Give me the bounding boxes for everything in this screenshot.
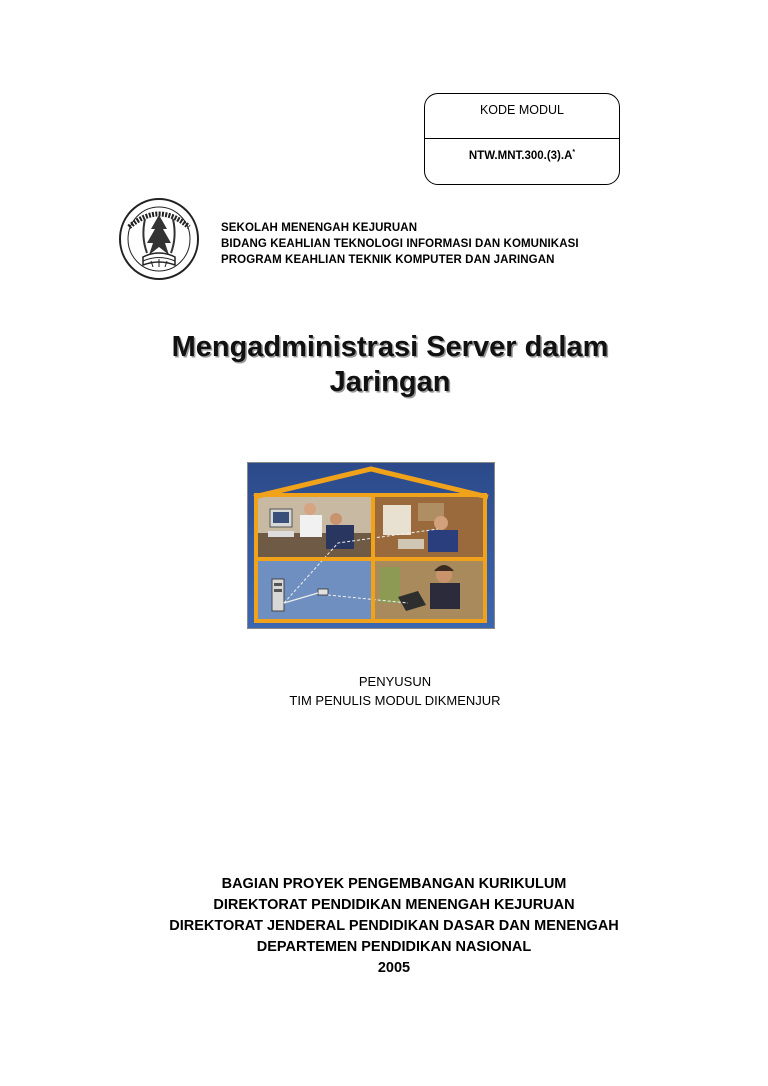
- publisher-line: DIREKTORAT JENDERAL PENDIDIKAN DASAR DAN MENENGAH: [169, 918, 619, 934]
- authors-team: TIM PENULIS MODUL DIKMENJUR: [289, 693, 501, 708]
- networked-house-illustration-icon: [247, 462, 495, 629]
- module-code-text: NTW.MNT.300.(3).A: [468, 149, 573, 162]
- module-code-box: [424, 93, 620, 185]
- publisher-line: BAGIAN PROYEK PENGEMBANGAN KURIKULUM: [221, 876, 567, 892]
- publication-year: 2005: [377, 960, 411, 976]
- institution-line: PROGRAM KEAHLIAN TEKNIK KOMPUTER DAN JARINGAN: [221, 254, 555, 266]
- title-line: Mengadministrasi Server dalam: [171, 331, 609, 363]
- module-code-label: KODE MODUL: [479, 103, 565, 117]
- institution-line: BIDANG KEAHLIAN TEKNOLOGI INFORMASI DAN KOMUNIKASI: [221, 238, 579, 250]
- publisher-line: DIREKTORAT PENDIDIKAN MENENGAH KEJURUAN: [213, 897, 575, 913]
- module-code-value: NTW.MNT.300.(3).A*: [468, 149, 576, 162]
- institution-block: [221, 220, 579, 268]
- authors-block: [200, 672, 590, 710]
- institution-line: SEKOLAH MENENGAH KEJURUAN: [221, 222, 418, 234]
- tut-wuri-handayani-emblem-icon: [117, 197, 201, 281]
- document-title: [100, 330, 680, 400]
- module-code-divider: [425, 138, 619, 139]
- title-line: Jaringan: [329, 366, 451, 398]
- publisher-line: DEPARTEMEN PENDIDIKAN NASIONAL: [256, 939, 532, 955]
- authors-label: PENYUSUN: [358, 674, 432, 689]
- publisher-block: [100, 874, 688, 979]
